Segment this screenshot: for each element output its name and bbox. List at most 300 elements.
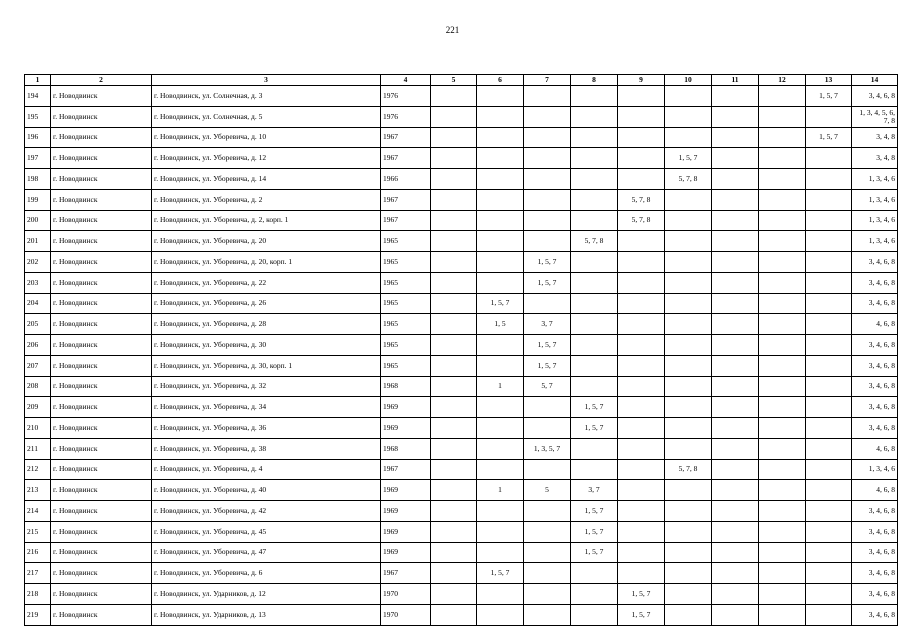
table-cell bbox=[431, 189, 477, 210]
table-cell: г. Новодвинск bbox=[51, 542, 152, 563]
table-cell bbox=[759, 314, 806, 335]
table-cell: 1, 3, 4, 6 bbox=[852, 210, 898, 231]
table-cell bbox=[712, 293, 759, 314]
table-cell bbox=[759, 397, 806, 418]
table-cell bbox=[431, 335, 477, 356]
table-cell bbox=[712, 438, 759, 459]
table-cell: г. Новодвинск bbox=[51, 604, 152, 625]
table-cell bbox=[524, 604, 571, 625]
table-cell bbox=[618, 169, 665, 190]
table-cell: г. Новодвинск bbox=[51, 106, 152, 127]
housing-table bbox=[24, 74, 898, 626]
table-cell bbox=[477, 127, 524, 148]
table-cell bbox=[618, 252, 665, 273]
table-cell bbox=[665, 418, 712, 439]
table-cell: 1969 bbox=[381, 480, 431, 501]
table-cell bbox=[431, 148, 477, 169]
column-header: 12 bbox=[759, 75, 806, 86]
table-cell: 5, 7, 8 bbox=[665, 459, 712, 480]
table-cell bbox=[571, 355, 618, 376]
table-cell: 1, 5, 7 bbox=[477, 563, 524, 584]
table-cell: г. Новодвинск, ул. Солнечная, д. 5 bbox=[152, 106, 381, 127]
table-cell: 1, 5, 7 bbox=[524, 335, 571, 356]
table-cell bbox=[759, 169, 806, 190]
table-cell bbox=[806, 293, 852, 314]
table-cell bbox=[618, 542, 665, 563]
table-cell: 1965 bbox=[381, 252, 431, 273]
table-cell: 3, 4, 6, 8 bbox=[852, 252, 898, 273]
table-row bbox=[25, 604, 898, 625]
table-row bbox=[25, 438, 898, 459]
table-cell: 1 bbox=[477, 376, 524, 397]
table-cell: 1, 5, 7 bbox=[571, 521, 618, 542]
table-cell bbox=[712, 86, 759, 107]
table-cell: 3, 4, 6, 8 bbox=[852, 272, 898, 293]
table-cell bbox=[759, 604, 806, 625]
table-row bbox=[25, 314, 898, 335]
table-row bbox=[25, 418, 898, 439]
table-cell bbox=[618, 127, 665, 148]
table-cell bbox=[618, 459, 665, 480]
table-cell: 1976 bbox=[381, 106, 431, 127]
table-cell: 1965 bbox=[381, 231, 431, 252]
column-header: 3 bbox=[152, 75, 381, 86]
table-cell: 3, 7 bbox=[524, 314, 571, 335]
table-cell bbox=[665, 231, 712, 252]
table-cell bbox=[431, 252, 477, 273]
table-cell: 3, 7 bbox=[571, 480, 618, 501]
table-cell bbox=[712, 480, 759, 501]
table-cell: г. Новодвинск bbox=[51, 127, 152, 148]
table-row bbox=[25, 355, 898, 376]
table-cell: 1, 5, 7 bbox=[571, 501, 618, 522]
table-cell bbox=[571, 127, 618, 148]
table-cell: г. Новодвинск bbox=[51, 563, 152, 584]
table-cell: 4, 6, 8 bbox=[852, 480, 898, 501]
table-cell bbox=[431, 272, 477, 293]
table-cell: 1, 5, 7 bbox=[571, 418, 618, 439]
table-cell: 1965 bbox=[381, 355, 431, 376]
table-row bbox=[25, 169, 898, 190]
table-cell: г. Новодвинск, ул. Уборевича, д. 42 bbox=[152, 501, 381, 522]
table-cell: 214 bbox=[25, 501, 51, 522]
table-row bbox=[25, 480, 898, 501]
table-row bbox=[25, 293, 898, 314]
table-cell bbox=[712, 397, 759, 418]
table-cell bbox=[759, 127, 806, 148]
table-cell: г. Новодвинск, ул. Уборевича, д. 12 bbox=[152, 148, 381, 169]
table-cell: 3, 4, 6, 8 bbox=[852, 584, 898, 605]
table-cell bbox=[431, 521, 477, 542]
table-cell bbox=[759, 106, 806, 127]
table-cell: 1, 5, 7 bbox=[524, 252, 571, 273]
table-cell bbox=[571, 86, 618, 107]
table-cell bbox=[665, 210, 712, 231]
table-cell bbox=[571, 148, 618, 169]
table-cell bbox=[477, 355, 524, 376]
table-cell bbox=[431, 459, 477, 480]
table-cell bbox=[759, 210, 806, 231]
table-cell: г. Новодвинск bbox=[51, 189, 152, 210]
table-cell bbox=[431, 542, 477, 563]
table-cell bbox=[571, 252, 618, 273]
table-cell: 215 bbox=[25, 521, 51, 542]
table-cell bbox=[806, 521, 852, 542]
table-cell: 216 bbox=[25, 542, 51, 563]
table-cell bbox=[806, 169, 852, 190]
table-cell: 1967 bbox=[381, 148, 431, 169]
table-cell: г. Новодвинск, ул. Уборевича, д. 2 bbox=[152, 189, 381, 210]
table-cell: г. Новодвинск bbox=[51, 335, 152, 356]
table-cell: г. Новодвинск, ул. Уборевича, д. 28 bbox=[152, 314, 381, 335]
table-cell bbox=[618, 521, 665, 542]
table-cell: 3, 4, 6, 8 bbox=[852, 86, 898, 107]
table-cell bbox=[477, 438, 524, 459]
table-cell bbox=[806, 314, 852, 335]
table-cell bbox=[431, 355, 477, 376]
table-cell bbox=[712, 252, 759, 273]
table-cell bbox=[524, 169, 571, 190]
column-header: 2 bbox=[51, 75, 152, 86]
table-cell: 1965 bbox=[381, 335, 431, 356]
table-cell bbox=[477, 418, 524, 439]
table-cell: 196 bbox=[25, 127, 51, 148]
table-cell: 4, 6, 8 bbox=[852, 438, 898, 459]
table-row bbox=[25, 189, 898, 210]
table-row bbox=[25, 584, 898, 605]
table-cell bbox=[759, 438, 806, 459]
table-cell: 3, 4, 6, 8 bbox=[852, 335, 898, 356]
table-cell bbox=[571, 376, 618, 397]
table-cell: 217 bbox=[25, 563, 51, 584]
table-cell bbox=[806, 501, 852, 522]
table-cell bbox=[477, 231, 524, 252]
table-cell bbox=[571, 314, 618, 335]
table-cell: г. Новодвинск, ул. Уборевича, д. 34 bbox=[152, 397, 381, 418]
table-cell bbox=[759, 521, 806, 542]
table-cell bbox=[712, 335, 759, 356]
table-cell bbox=[477, 459, 524, 480]
table-cell: 1970 bbox=[381, 584, 431, 605]
table-cell bbox=[524, 148, 571, 169]
table-cell bbox=[712, 542, 759, 563]
table-cell bbox=[571, 169, 618, 190]
table-cell bbox=[712, 501, 759, 522]
table-cell bbox=[477, 86, 524, 107]
table-cell bbox=[524, 293, 571, 314]
table-cell bbox=[431, 397, 477, 418]
table-row bbox=[25, 397, 898, 418]
table-cell: 1, 3, 4, 5, 6, 7, 8 bbox=[852, 106, 898, 127]
table-cell: г. Новодвинск bbox=[51, 231, 152, 252]
table-cell: 202 bbox=[25, 252, 51, 273]
table-cell bbox=[477, 210, 524, 231]
table-cell: 3, 4, 6, 8 bbox=[852, 563, 898, 584]
table-cell bbox=[524, 106, 571, 127]
table-cell bbox=[665, 86, 712, 107]
table-cell: г. Новодвинск bbox=[51, 355, 152, 376]
table-cell bbox=[571, 438, 618, 459]
table-cell bbox=[571, 563, 618, 584]
table-cell bbox=[759, 501, 806, 522]
table-cell bbox=[431, 480, 477, 501]
table-cell: 194 bbox=[25, 86, 51, 107]
table-cell: 1969 bbox=[381, 542, 431, 563]
table-cell: 3, 4, 8 bbox=[852, 127, 898, 148]
table-cell bbox=[665, 293, 712, 314]
table-cell bbox=[477, 148, 524, 169]
table-cell bbox=[618, 106, 665, 127]
table-cell bbox=[431, 293, 477, 314]
table-cell bbox=[618, 272, 665, 293]
table-cell: г. Новодвинск bbox=[51, 148, 152, 169]
table-row bbox=[25, 231, 898, 252]
table-cell bbox=[524, 542, 571, 563]
table-row bbox=[25, 459, 898, 480]
column-header: 9 bbox=[618, 75, 665, 86]
table-cell: 1 bbox=[477, 480, 524, 501]
table-cell: 1, 3, 4, 6 bbox=[852, 169, 898, 190]
table-cell: 213 bbox=[25, 480, 51, 501]
table-row bbox=[25, 210, 898, 231]
table-cell: г. Новодвинск bbox=[51, 210, 152, 231]
table-cell bbox=[665, 604, 712, 625]
table-cell: 1, 5, 7 bbox=[618, 584, 665, 605]
table-cell: г. Новодвинск bbox=[51, 459, 152, 480]
table-cell bbox=[524, 127, 571, 148]
table-cell bbox=[524, 563, 571, 584]
table-row bbox=[25, 272, 898, 293]
table-cell bbox=[759, 584, 806, 605]
table-cell bbox=[618, 376, 665, 397]
table-cell bbox=[712, 272, 759, 293]
table-cell bbox=[665, 314, 712, 335]
table-cell bbox=[618, 355, 665, 376]
table-cell bbox=[431, 418, 477, 439]
table-cell: г. Новодвинск bbox=[51, 418, 152, 439]
table-cell bbox=[571, 272, 618, 293]
table-cell: г. Новодвинск bbox=[51, 584, 152, 605]
table-cell: 5, 7, 8 bbox=[571, 231, 618, 252]
table-cell bbox=[806, 106, 852, 127]
table-cell bbox=[665, 584, 712, 605]
table-cell bbox=[806, 355, 852, 376]
table-cell: г. Новодвинск bbox=[51, 480, 152, 501]
table-cell: 212 bbox=[25, 459, 51, 480]
table-cell bbox=[712, 127, 759, 148]
header-row bbox=[25, 75, 898, 86]
table-cell bbox=[665, 189, 712, 210]
table-cell bbox=[759, 542, 806, 563]
table-cell bbox=[806, 335, 852, 356]
table-cell bbox=[806, 210, 852, 231]
table-cell bbox=[571, 584, 618, 605]
table-cell: 1, 3, 4, 6 bbox=[852, 459, 898, 480]
table-cell bbox=[665, 252, 712, 273]
table-row bbox=[25, 106, 898, 127]
table-row bbox=[25, 127, 898, 148]
table-cell: г. Новодвинск, ул. Уборевича, д. 20, корп. 1 bbox=[152, 252, 381, 273]
table-cell bbox=[431, 563, 477, 584]
table-cell bbox=[665, 438, 712, 459]
table-cell bbox=[712, 169, 759, 190]
table-cell: г. Новодвинск, ул. Уборевича, д. 4 bbox=[152, 459, 381, 480]
table-cell: 210 bbox=[25, 418, 51, 439]
table-cell bbox=[665, 127, 712, 148]
table-cell bbox=[712, 355, 759, 376]
table-row bbox=[25, 335, 898, 356]
table-cell bbox=[431, 106, 477, 127]
table-cell: 1, 5, 7 bbox=[618, 604, 665, 625]
page-number: 221 bbox=[445, 25, 460, 35]
table-cell bbox=[524, 86, 571, 107]
table-cell: 199 bbox=[25, 189, 51, 210]
table-cell: 1965 bbox=[381, 293, 431, 314]
table-cell bbox=[524, 397, 571, 418]
table-cell bbox=[665, 272, 712, 293]
table-cell bbox=[759, 355, 806, 376]
table-cell: 1967 bbox=[381, 459, 431, 480]
table-cell: 3, 4, 8 bbox=[852, 148, 898, 169]
table-cell: 1965 bbox=[381, 314, 431, 335]
table-cell bbox=[759, 480, 806, 501]
table-cell: г. Новодвинск bbox=[51, 501, 152, 522]
table-cell: 1, 3, 4, 6 bbox=[852, 231, 898, 252]
table-cell: 206 bbox=[25, 335, 51, 356]
table-cell: 197 bbox=[25, 148, 51, 169]
table-cell: г. Новодвинск bbox=[51, 376, 152, 397]
table-cell: г. Новодвинск, ул. Уборевича, д. 32 bbox=[152, 376, 381, 397]
table-cell bbox=[712, 584, 759, 605]
table-cell bbox=[524, 584, 571, 605]
table-cell: 3, 4, 6, 8 bbox=[852, 542, 898, 563]
table-cell bbox=[759, 293, 806, 314]
table-cell: г. Новодвинск bbox=[51, 438, 152, 459]
table-cell: г. Новодвинск, ул. Ударников, д. 13 bbox=[152, 604, 381, 625]
table-row bbox=[25, 501, 898, 522]
table-cell bbox=[618, 501, 665, 522]
table-cell: г. Новодвинск, ул. Уборевича, д. 45 bbox=[152, 521, 381, 542]
table-cell: 198 bbox=[25, 169, 51, 190]
table-cell: 201 bbox=[25, 231, 51, 252]
table-cell: 205 bbox=[25, 314, 51, 335]
table-cell bbox=[759, 335, 806, 356]
table-cell bbox=[759, 376, 806, 397]
table-cell bbox=[806, 480, 852, 501]
table-cell: г. Новодвинск bbox=[51, 86, 152, 107]
table-cell: 1, 5, 7 bbox=[665, 148, 712, 169]
table-cell: 1969 bbox=[381, 397, 431, 418]
table-cell: г. Новодвинск bbox=[51, 169, 152, 190]
table-cell bbox=[618, 438, 665, 459]
table-cell bbox=[477, 542, 524, 563]
table-cell bbox=[618, 148, 665, 169]
table-cell bbox=[477, 169, 524, 190]
table-cell: 5, 7 bbox=[524, 376, 571, 397]
table-cell bbox=[712, 210, 759, 231]
table-cell bbox=[477, 106, 524, 127]
table-cell: 3, 4, 6, 8 bbox=[852, 418, 898, 439]
table-cell: 1967 bbox=[381, 210, 431, 231]
table-cell: г. Новодвинск, ул. Солнечная, д. 3 bbox=[152, 86, 381, 107]
column-header: 6 bbox=[477, 75, 524, 86]
table-cell: 1, 5, 7 bbox=[806, 86, 852, 107]
table-cell: 1969 bbox=[381, 418, 431, 439]
table-cell: 1967 bbox=[381, 563, 431, 584]
table-cell bbox=[665, 501, 712, 522]
table-cell: 1, 5, 7 bbox=[571, 397, 618, 418]
table-cell bbox=[477, 272, 524, 293]
table-cell bbox=[524, 459, 571, 480]
table-cell bbox=[618, 231, 665, 252]
column-header: 14 bbox=[852, 75, 898, 86]
table-cell: 200 bbox=[25, 210, 51, 231]
table-cell: г. Новодвинск, ул. Уборевича, д. 47 bbox=[152, 542, 381, 563]
table-cell bbox=[618, 86, 665, 107]
table-cell: 3, 4, 6, 8 bbox=[852, 521, 898, 542]
table-cell bbox=[571, 335, 618, 356]
table-cell bbox=[806, 397, 852, 418]
column-header: 13 bbox=[806, 75, 852, 86]
table-cell: г. Новодвинск bbox=[51, 252, 152, 273]
table-cell: 1, 5, 7 bbox=[806, 127, 852, 148]
table-cell: г. Новодвинск, ул. Уборевича, д. 10 bbox=[152, 127, 381, 148]
table-cell: г. Новодвинск, ул. Уборевича, д. 6 bbox=[152, 563, 381, 584]
table-cell: 3, 4, 6, 8 bbox=[852, 397, 898, 418]
table-cell bbox=[665, 376, 712, 397]
table-cell: 1966 bbox=[381, 169, 431, 190]
table-cell: 1, 5, 7 bbox=[477, 293, 524, 314]
table-cell bbox=[571, 106, 618, 127]
table-cell: 1, 5, 7 bbox=[524, 272, 571, 293]
table-cell bbox=[477, 604, 524, 625]
table-cell: 1, 5 bbox=[477, 314, 524, 335]
table-cell bbox=[712, 418, 759, 439]
table-cell: г. Новодвинск bbox=[51, 521, 152, 542]
table-cell: 1968 bbox=[381, 376, 431, 397]
table-cell bbox=[571, 604, 618, 625]
table-cell bbox=[524, 189, 571, 210]
table-cell bbox=[618, 563, 665, 584]
table-cell bbox=[759, 148, 806, 169]
table-cell bbox=[665, 355, 712, 376]
table-cell: г. Новодвинск, ул. Уборевича, д. 30 bbox=[152, 335, 381, 356]
table-cell bbox=[665, 397, 712, 418]
table-cell bbox=[759, 231, 806, 252]
table-cell bbox=[431, 210, 477, 231]
table-cell bbox=[712, 231, 759, 252]
table-cell bbox=[806, 542, 852, 563]
table-cell bbox=[524, 418, 571, 439]
table-cell bbox=[571, 293, 618, 314]
table-cell bbox=[806, 272, 852, 293]
table-cell bbox=[712, 148, 759, 169]
table-cell bbox=[665, 542, 712, 563]
table-cell: 1967 bbox=[381, 127, 431, 148]
table-cell bbox=[431, 169, 477, 190]
table-cell: 1976 bbox=[381, 86, 431, 107]
table-cell bbox=[712, 563, 759, 584]
table-cell bbox=[759, 189, 806, 210]
column-header: 7 bbox=[524, 75, 571, 86]
table-cell bbox=[618, 335, 665, 356]
table-row bbox=[25, 563, 898, 584]
table-cell bbox=[431, 438, 477, 459]
table-cell: 1965 bbox=[381, 272, 431, 293]
table-row bbox=[25, 252, 898, 273]
table-cell: 219 bbox=[25, 604, 51, 625]
table-cell: 1968 bbox=[381, 438, 431, 459]
